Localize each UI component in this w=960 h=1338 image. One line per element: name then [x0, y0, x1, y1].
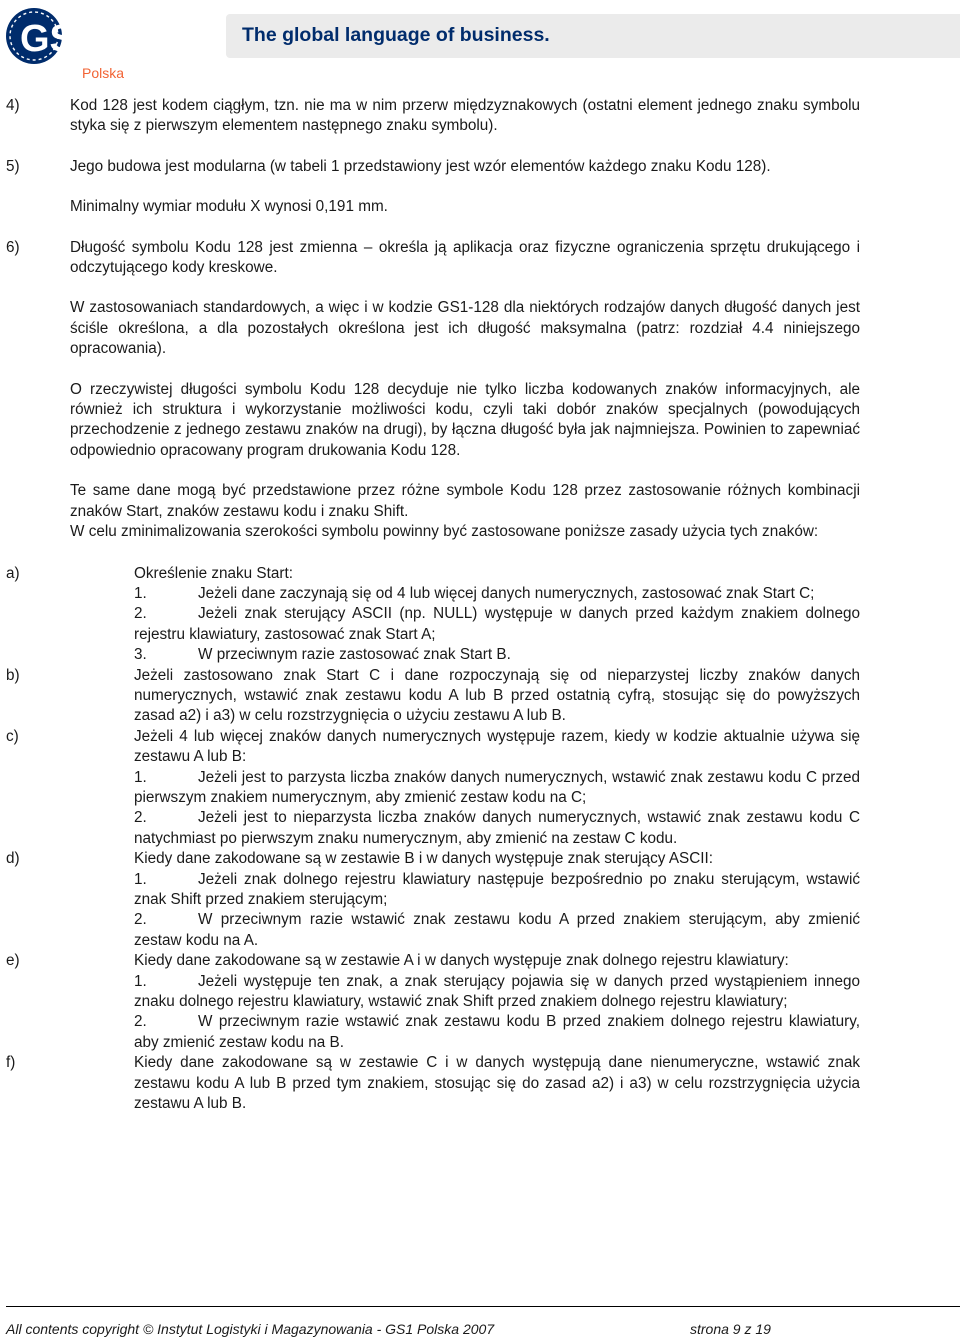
paragraph-7b: W celu zminimalizowania szerokości symbolu powinny być zastosowane poniższe zasady użycia tych znaków:: [70, 523, 819, 541]
page-footer: [6, 1306, 960, 1337]
rule-e1: 1. Jeżeli występuje ten znak, a znak sterujący pojawia się w danych przed wystąpieniem innego znaku dolnego rejestru klawiatury, wstawić znak Shift przed znakiem dolnego rejestru klawiatury;: [134, 972, 860, 1011]
rule-a1: 1. Jeżeli dane zaczynają się od 4 lub więcej danych numerycznych, zastosować znak Start C;: [134, 584, 815, 602]
paragraph-6b: W zastosowaniach standardowych, a więc i w kodzie GS1-128 dla niektórych rodzajów danych długość danych jest ściśle określona, a dla pozostałych określona jest ich długość maksymalna (patrz: rozdział 4.4 niniejszego opracowania).: [70, 299, 860, 358]
rule-d1: 1. Jeżeli znak dolnego rejestru klawiatury następuje bezpośrednio po znaku sterującym, wstawić znak Shift przed znakiem sterującym;: [134, 870, 860, 908]
copyright-text: All contents copyright © Instytut Logistyki i Magazynowania - GS1 Polska 2007: [6, 1321, 495, 1337]
rule-d2: 2. W przeciwnym razie wstawić znak zestawu kodu A przed znakiem sterującym, aby zmienić zestaw kodu na A.: [134, 911, 860, 949]
rule-e2: 2. W przeciwnym razie wstawić znak zestawu kodu B przed znakiem dolnego rejestru klawiatury, aby zmienić zestaw kodu na B.: [134, 1013, 860, 1051]
paragraph-6c: O rzeczywistej długości symbolu Kodu 128 decyduje nie tylko liczba kodowanych znaków informacyjnych, ale również ich struktura i wykorzystanie możliwości kodu, czyli taki dobór znaków specjalnych (powodujących przechodzenie z jednego zestawu znaków na drugi), by łączna długość była jak najmniejsza. Powinien to zapewniać odpowiednio opracowany program drukowania Kodu 128.: [70, 380, 860, 459]
rule-a3: 3. W przeciwnym razie zastosować znak Start B.: [134, 646, 511, 664]
paragraph-4: 4) Kod 128 jest kodem ciągłym, tzn. nie ma w nim przerw międzyznakowych (ostatni element jednego znaku symbolu styka się z pierwszym elementem następnego znaku symbolu).: [6, 97, 860, 135]
rule-c1: 1. Jeżeli jest to parzysta liczba znaków danych numerycznych, wstawić znak zestawu kodu C przed pierwszym znakiem numerycznym, aby zmienić zestaw kodu na C;: [134, 768, 860, 806]
header-banner: [226, 14, 960, 58]
paragraph-7: Te same dane mogą być przedstawione przez różne symbole Kodu 128 przez zastosowanie różnych kombinacji znaków Start, znaków zestawu kodu i znaku Shift.: [70, 482, 860, 520]
paragraph-5b: Minimalny wymiar modułu X wynosi 0,191 mm.: [70, 198, 388, 216]
tagline: The global language of business.: [242, 24, 550, 46]
rule-a2: 2. Jeżeli znak sterujący ASCII (np. NULL) występuje w danych przed każdym znakiem dolnego rejestru klawiatury, zastosować znak Start A;: [134, 605, 860, 643]
rule-c: c) Jeżeli 4 lub więcej znaków danych numerycznych występuje razem, kiedy w kodzie aktualnie używa się zestawu A lub B:: [6, 727, 860, 766]
gs1-polska-logo: [4, 4, 124, 80]
logo-subtext: Polska: [82, 65, 124, 80]
logo-text: GS1: [20, 18, 97, 60]
rule-e: e) Kiedy dane zakodowane są w zestawie A i w danych występuje znak dolnego rejestru klawiatury:: [6, 952, 789, 970]
paragraph-5: 5) Jego budowa jest modularna (w tabeli 1 przedstawiony jest wzór elementów każdego znaku Kodu 128).: [6, 157, 771, 175]
rule-a: a) Określenie znaku Start:: [6, 564, 293, 582]
page-number: strona 9 z 19: [690, 1321, 771, 1337]
rule-f: f) Kiedy dane zakodowane są w zestawie C i w danych występują dane nienumeryczne, wstawić znak zestawu kodu A lub B przed tym znakiem, stosując się do zasad a2) i a3) w celu rozstrzygnięcia użycia zestawu A lub B.: [6, 1054, 860, 1113]
rule-c2: 2. Jeżeli jest to nieparzysta liczba znaków danych numerycznych, wstawić znak zestawu kodu C natychmiast po pierwszym znaku numerycznym, aby zmienić na zestaw C kodu.: [134, 809, 860, 847]
rule-d: d) Kiedy dane zakodowane są w zestawie B i w danych występuje znak sterujący ASCII:: [6, 850, 714, 868]
paragraph-6: 6) Długość symbolu Kodu 128 jest zmienna – określa ją aplikacja oraz fizyczne ograniczenia sprzętu drukującego i odczytującego kody kreskowe.: [6, 238, 860, 277]
document-body: [6, 96, 860, 1114]
rule-b: b) Jeżeli zastosowano znak Start C i dane rozpoczynają się od nieparzystej liczby znaków danych numerycznych, wstawić znak zestawu kodu A lub B przed ostatnią cyfrą, stosując się do powyższych zasad a2) i a3) w celu rozstrzygnięcia o użyciu zestawu A lub B.: [6, 666, 860, 725]
